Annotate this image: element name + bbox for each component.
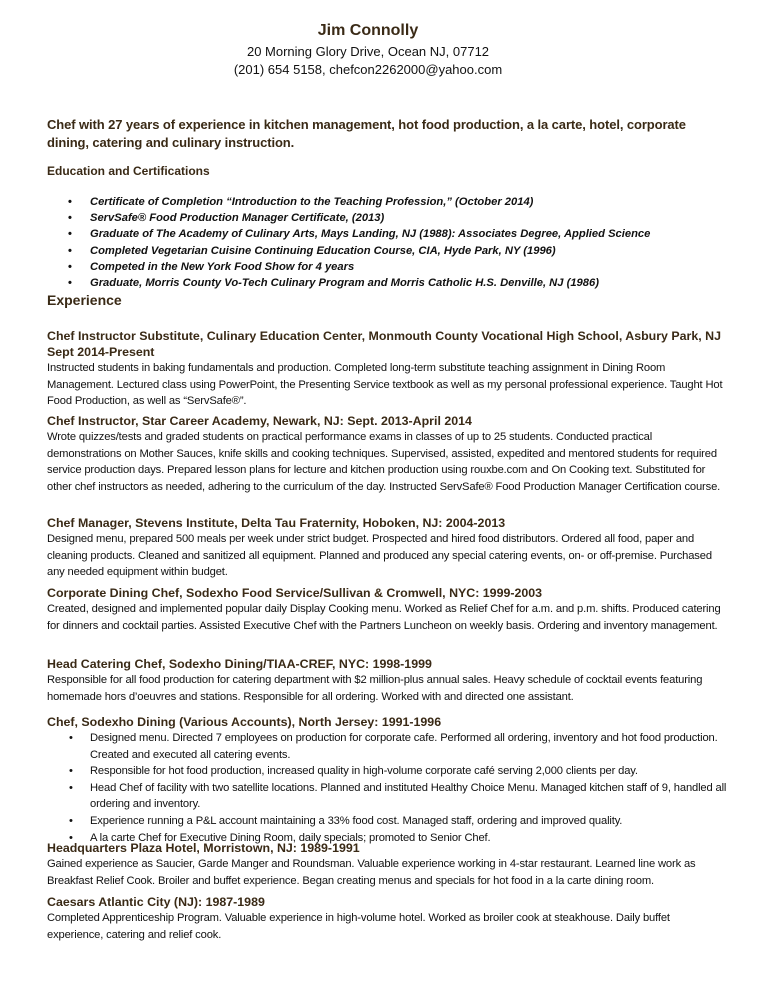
job-bullet: • A la carte Chef for Executive Dining Room, daily specials; promoted to Senior Chef. xyxy=(47,830,727,847)
job-bullet-list xyxy=(47,730,727,846)
address-line: 20 Morning Glory Drive, Ocean NJ, 07712 xyxy=(246,44,490,59)
summary-statement: Chef with 27 years of experience in kitchen management, hot food production, a la carte, hotel, corporate dining, catering and culinary instruction. xyxy=(47,117,686,150)
phone-email-line: (201) 654 5158, chefcon2262000@yahoo.com xyxy=(233,62,503,77)
education-item: • Completed Vegetarian Cuisine Continuing Education Course, CIA, Hyde Park, NY (1996) xyxy=(47,243,727,259)
job-description: Gained experience as Saucier, Garde Manger and Roundsman. Valuable experience working in 4-star restaurant. Learned line work as Breakfast Relief Cook. Broiler and buffet experience. Began creating menus and specials for hot food in a la carte dining room. xyxy=(47,858,696,887)
job-title: Chef, Sodexho Dining (Various Accounts), North Jersey: 1991-1996 xyxy=(47,715,442,729)
job-description: Designed menu, prepared 500 meals per week under strict budget. Prospected and hired food distributors. Ordered all food, paper and cleaning products. Cleaned and sanitized all equipment. Planned and produced any special catering events, on- or off-premise. Purchased any needed equipment within budget. xyxy=(47,533,712,579)
bullet-icon: • xyxy=(69,732,73,744)
job-entry xyxy=(47,585,727,634)
education-item: • Competed in the New York Food Show for 4 years xyxy=(47,259,727,275)
job-entry xyxy=(47,840,727,889)
bullet-icon: • xyxy=(69,814,73,827)
job-description: Completed Apprenticeship Program. Valuable experience in high-volume hotel. Worked as broiler cook at steakhouse. Daily buffet experience, catering and relief cook. xyxy=(47,912,670,941)
experience-heading: Experience xyxy=(47,292,122,308)
job-bullet: • Experience running a P&L account maintaining a 33% food cost. Managed staff, ordering and improved quality. xyxy=(47,813,727,830)
job-title: Chef Instructor, Star Career Academy, Newark, NJ: Sept. 2013-April 2014 xyxy=(47,414,472,428)
job-description: Instructed students in baking fundamentals and production. Completed long-term substitute teaching assignment in Dining Room Management. Lectured class using PowerPoint, the Presenting Service textbook as well as my personal professional experience. Taught Hot Food Production, as well as “ServSafe®”. xyxy=(47,362,723,408)
bullet-icon: • xyxy=(68,260,72,273)
bullet-icon: • xyxy=(68,212,72,225)
job-title: Head Catering Chef, Sodexho Dining/TIAA-CREF, NYC: 1998-1999 xyxy=(47,657,432,671)
job-bullet: • Responsible for hot food production, increased quality in high-volume corporate café serving 2,000 clients per day. xyxy=(47,763,727,780)
job-entry xyxy=(47,894,727,943)
job-entry xyxy=(47,515,727,581)
job-entry xyxy=(47,714,727,846)
job-description: Responsible for all food production for catering department with $2 million-plus annual sales. Heavy schedule of cocktail events featuring homemade hors d’oeuvres and stations. Responsible for all ordering. Worked with and directed one assistant. xyxy=(47,674,703,703)
education-item: • ServSafe® Food Production Manager Certificate, (2013) xyxy=(47,210,727,226)
job-description: Wrote quizzes/tests and graded students on practical performance exams in classes of up to 25 students. Conducted practical demonstrations on Mother Sauces, knife skills and cooking techniques. Supervised, assisted, expedited and mentored students for required service production days. Prepared lesson plans for lecture and kitchen production using rouxbe.com and On Cooking text. Substituted for other chef instructors as needed, adhering to the curriculum of the day. Instructed ServSafe® Food Production Manager Certification course. xyxy=(47,431,721,493)
education-item: • Graduate of The Academy of Culinary Arts, Mays Landing, NJ (1988): Associates Degree, Applied Science xyxy=(47,226,727,242)
job-bullet: • Designed menu. Directed 7 employees on production for corporate cafe. Performed all ordering, inventory and hot food production. Created and executed all catering events. xyxy=(69,732,718,761)
job-bullet: • Head Chef of facility with two satellite locations. Planned and instituted Healthy Choice Menu. Managed kitchen staff of 9, handled all ordering and inventory. xyxy=(69,781,727,811)
job-entry xyxy=(47,328,727,410)
job-title: Caesars Atlantic City (NJ): 1987-1989 xyxy=(47,895,265,909)
job-title: Chef Manager, Stevens Institute, Delta Tau Fraternity, Hoboken, NJ: 2004-2013 xyxy=(47,516,506,530)
bullet-icon: • xyxy=(68,228,72,241)
job-entry xyxy=(47,656,727,705)
bullet-icon: • xyxy=(68,196,72,208)
bullet-icon: • xyxy=(68,244,72,257)
job-title: Corporate Dining Chef, Sodexho Food Service/Sullivan & Cromwell, NYC: 1999-2003 xyxy=(47,586,543,600)
education-item: • Certificate of Completion “Introduction to the Teaching Profession,” (October 2014) xyxy=(47,194,727,210)
education-item: • Graduate, Morris County Vo-Tech Culinary Program and Morris Catholic H.S. Denville, NJ (1986) xyxy=(47,275,727,291)
job-title: Chef Instructor Substitute, Culinary Education Center, Monmouth County Vocational High School, Asbury Park, NJ Sept 2014-Present xyxy=(47,329,721,359)
job-title: Headquarters Plaza Hotel, Morristown, NJ: 1989-1991 xyxy=(47,841,360,855)
bullet-icon: • xyxy=(69,781,73,794)
bullet-icon: • xyxy=(68,277,72,290)
bullet-icon: • xyxy=(69,765,73,778)
candidate-name: Jim Connolly xyxy=(317,22,419,39)
job-description: Created, designed and implemented popular daily Display Cooking menu. Worked as Relief Chef for a.m. and p.m. shifts. Produced catering for dinners and cocktail parties. Assisted Executive Chef with the Partners Luncheon on weekly basis. Ordering and inventory management. xyxy=(47,603,721,632)
bullet-icon: • xyxy=(69,831,73,844)
job-entry xyxy=(47,413,727,495)
education-heading: Education and Certifications xyxy=(47,164,210,178)
education-list xyxy=(47,194,727,291)
